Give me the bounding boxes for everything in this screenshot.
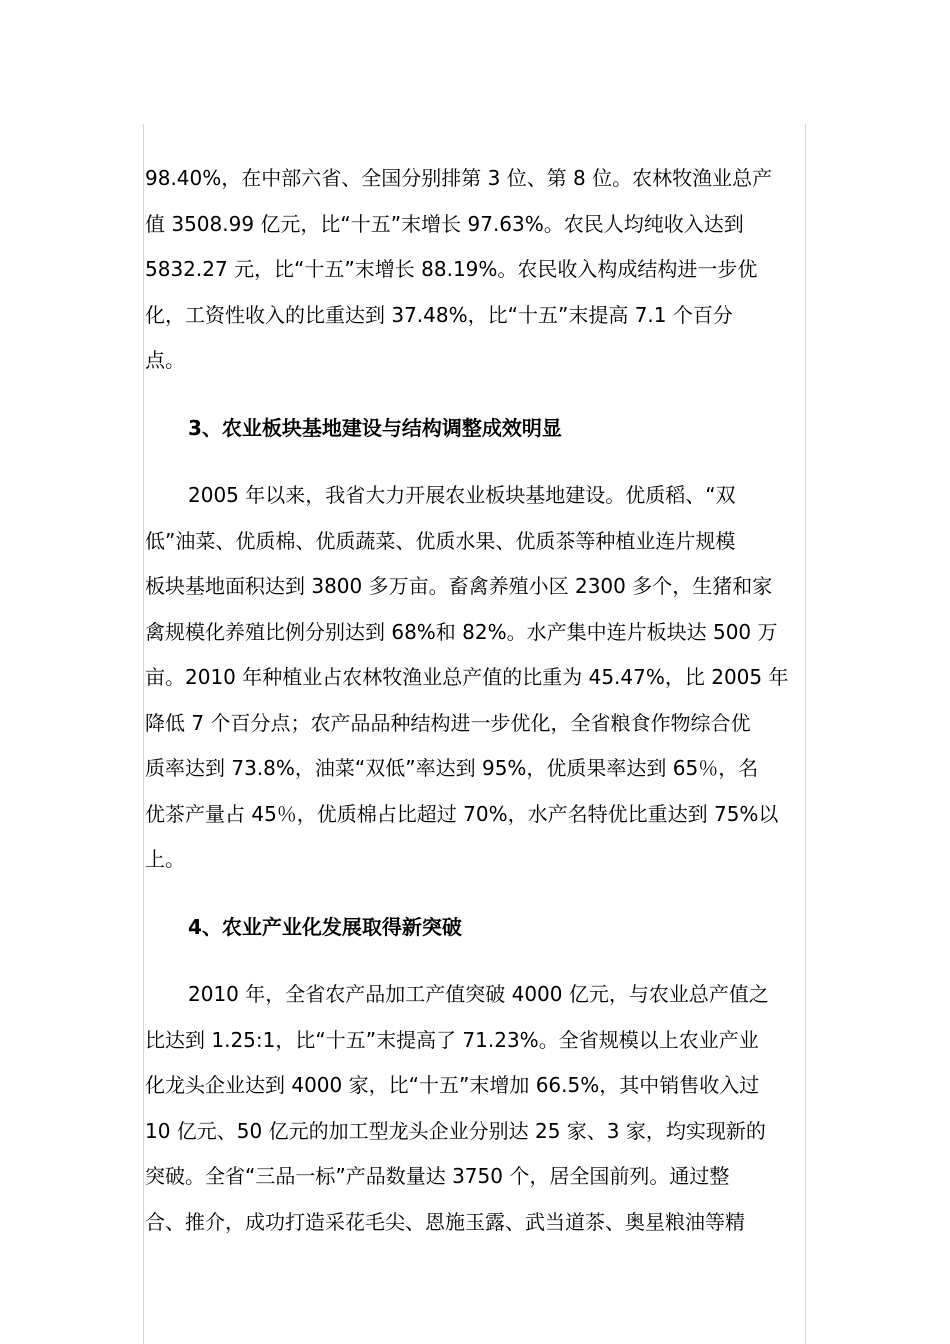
text-line: 98.40%，在中部六省、全国分别排第 3 位、第 8 位。农林牧渔业总产	[145, 166, 773, 190]
text-line: 化，工资性收入的比重达到 37.48%，比“十五”末提高 7.1 个百分	[145, 302, 733, 327]
paragraph-intro	[145, 156, 805, 384]
text-line: 点。	[145, 348, 185, 372]
text-line: 禽规模化养殖比例分别达到 68%和 82%。水产集中连片板块达 500 万	[145, 619, 778, 644]
text-line: 2010 年，全省农产品加工产值突破 4000 亿元，与农业总产值之	[188, 982, 769, 1006]
text-line: 5832.27 元，比“十五”末增长 88.19%。农民收入构成结构进一步优	[145, 257, 758, 281]
text-line: 亩。2010 年种植业占农林牧渔业总产值的比重为 45.47%，比 2005 年	[145, 665, 789, 689]
text-line: 合、推介，成功打造采花毛尖、恩施玉露、武当道茶、奥星粮油等精	[145, 1209, 745, 1234]
section-4-heading: 4、农业产业化发展取得新突破	[188, 914, 462, 939]
text-line: 化龙头企业达到 4000 家，比“十五”末增加 66.5%，其中销售收入过	[145, 1073, 760, 1097]
paragraph-gap	[145, 883, 805, 905]
text-line: 2005 年以来，我省大力开展农业板块基地建设。优质稻、“双	[188, 483, 736, 507]
paragraph-gap	[145, 950, 805, 972]
text-line: 质率达到 73.8%，油菜“双低”率达到 95%，优质果率达到 65％，名	[145, 756, 759, 780]
section-3-paragraph	[145, 473, 805, 883]
text-line: 比达到 1.25:1，比“十五”末提高了 71.23%。全省规模以上农业产业	[145, 1027, 759, 1052]
text-line: 降低 7 个百分点；农产品品种结构进一步优化，全省粮食作物综合优	[145, 710, 751, 735]
document-body	[145, 156, 805, 1245]
text-line: 值 3508.99 亿元，比“十五”末增长 97.63%。农民人均纯收入达到	[145, 211, 744, 236]
section-3-heading: 3、农业板块基地建设与结构调整成效明显	[188, 415, 562, 440]
text-line: 优茶产量占 45％，优质棉占比超过 70%，水产名特优比重达到 75%以	[145, 801, 779, 826]
paragraph-gap	[145, 384, 805, 406]
text-line: 板块基地面积达到 3800 多万亩。畜禽养殖小区 2300 多个，生猪和家	[145, 574, 773, 598]
text-line: 低”油菜、优质棉、优质蔬菜、优质水果、优质茶等种植业连片规模	[145, 528, 736, 553]
left-margin-line	[143, 124, 144, 1344]
text-line: 10 亿元、50 亿元的加工型龙头企业分别达 25 家、3 家，均实现新的	[145, 1118, 766, 1143]
paragraph-gap	[145, 451, 805, 473]
right-margin-line	[805, 124, 806, 1344]
text-line: 上。	[145, 847, 185, 871]
text-line: 突破。全省“三品一标”产品数量达 3750 个，居全国前列。通过整	[145, 1164, 730, 1188]
section-4-paragraph	[145, 972, 805, 1245]
